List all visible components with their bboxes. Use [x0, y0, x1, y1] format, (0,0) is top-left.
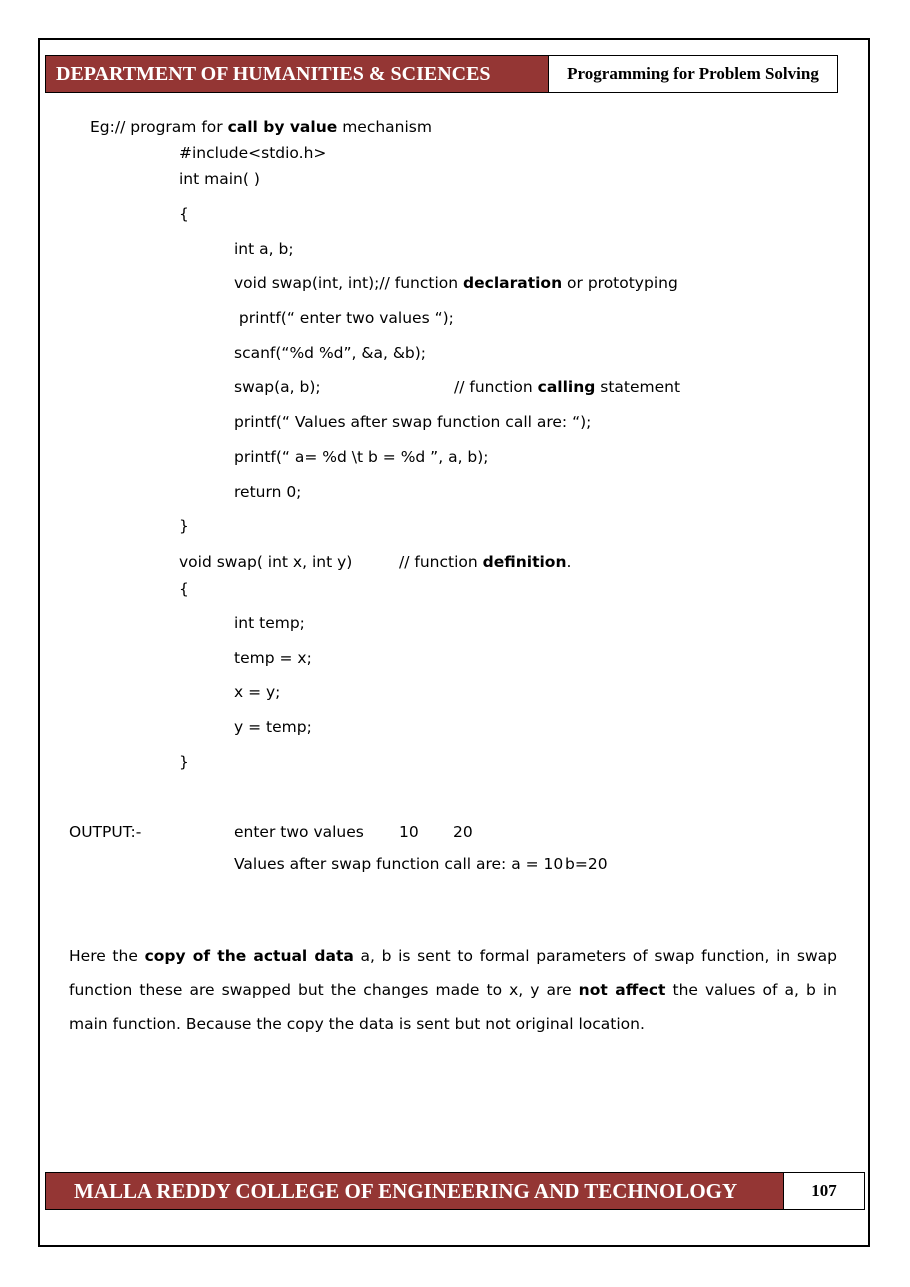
page-border	[38, 38, 870, 1247]
code-printf-after: printf(“ Values after swap function call are: “);	[234, 413, 592, 431]
code-open-brace-main: {	[179, 205, 189, 223]
output-line1-value-b: 20	[453, 823, 473, 841]
code-swap-definition: void swap( int x, int y)	[179, 553, 353, 571]
output-line2-text: Values after swap function call are: a = 10	[234, 855, 564, 873]
page-number: 107	[783, 1173, 864, 1209]
page-footer	[45, 1172, 865, 1210]
output-line2-b: b=20	[565, 855, 608, 873]
code-definition-comment: // function definition.	[399, 553, 572, 571]
output-line1-value-a: 10	[399, 823, 419, 841]
code-swap-call-comment: // function calling statement	[454, 378, 681, 396]
example-intro: Eg:// program for call by value mechanism	[90, 118, 432, 136]
department-title: DEPARTMENT OF HUMANITIES & SCIENCES	[46, 56, 548, 92]
code-swap-call: swap(a, b);	[234, 378, 321, 396]
code-printf-ab: printf(“ a= %d \t b = %d ”, a, b);	[234, 448, 489, 466]
page-header	[45, 55, 838, 93]
code-include: #include<stdio.h>	[179, 144, 327, 162]
code-scanf: scanf(“%d %d”, &a, &b);	[234, 344, 427, 362]
code-temp-eq-x: temp = x;	[234, 649, 312, 667]
code-close-brace-swap: }	[179, 753, 189, 771]
code-int-temp: int temp;	[234, 614, 305, 632]
output-line1-text: enter two values	[234, 823, 364, 841]
code-return: return 0;	[234, 483, 302, 501]
output-label: OUTPUT:-	[69, 823, 142, 841]
code-prototype: void swap(int, int);// function declaration or prototyping	[234, 274, 678, 292]
code-main-signature: int main( )	[179, 170, 260, 188]
code-close-brace-main: }	[179, 517, 189, 535]
code-declare-ab: int a, b;	[234, 240, 294, 258]
code-printf-enter: printf(“ enter two values “);	[234, 309, 454, 327]
course-title: Programming for Problem Solving	[548, 56, 837, 92]
college-name: MALLA REDDY COLLEGE OF ENGINEERING AND TECHNOLOGY	[46, 1173, 783, 1209]
code-open-brace-swap: {	[179, 580, 189, 598]
code-y-eq-temp: y = temp;	[234, 718, 312, 736]
explanation-paragraph: Here the copy of the actual data a, b is sent to formal parameters of swap function, in swap function these are swapped but the changes made to x, y are not affect the values of a, b in main function. Because the copy the data is sent but not original location.	[69, 947, 838, 1033]
code-x-eq-y: x = y;	[234, 683, 281, 701]
